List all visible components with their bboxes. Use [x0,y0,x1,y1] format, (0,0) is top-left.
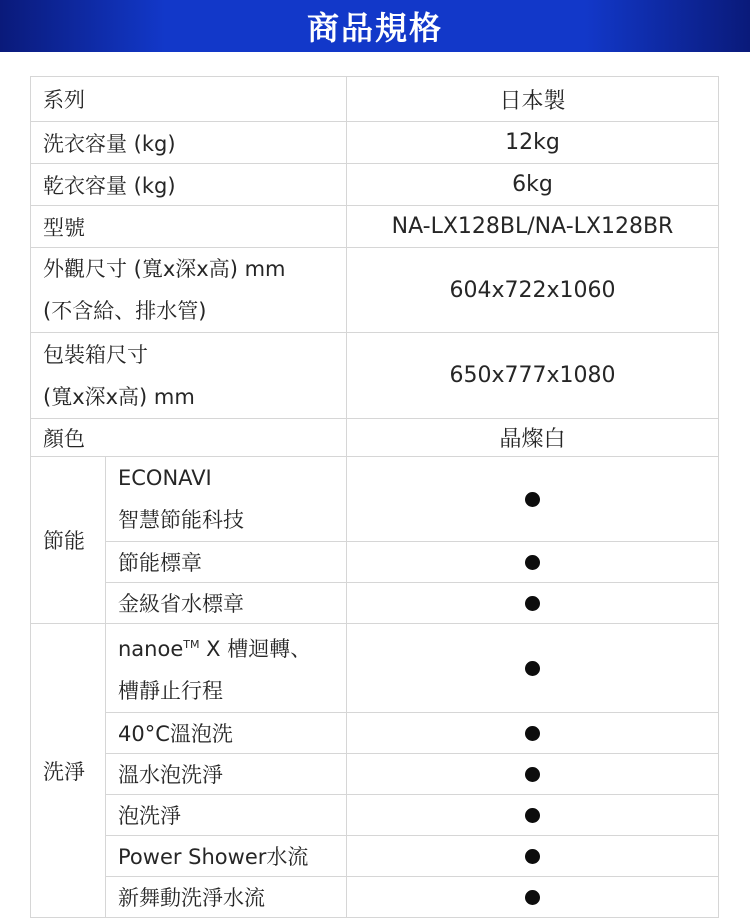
feature-warm-water-label: 溫水泡洗淨 [106,754,347,795]
feature-value [347,836,719,877]
check-dot-icon [525,767,540,782]
row-label-color: 顏色 [31,419,347,457]
check-dot-icon [525,492,540,507]
dimensions-label-line2: (不含給、排水管) [43,299,207,323]
table-row [31,206,719,248]
feature-water-label: 金級省水標章 [106,583,347,624]
row-label-series: 系列 [31,77,347,122]
row-value-wash-capacity: 12kg [347,122,719,164]
table-row [31,795,719,836]
feature-value [347,795,719,836]
check-dot-icon [525,849,540,864]
feature-value [347,457,719,542]
table-row [31,333,719,419]
feature-nanoe [106,624,347,713]
row-value-series: 日本製 [347,77,719,122]
feature-nanoe-line1 [118,624,346,670]
feature-value [347,583,719,624]
row-label-dimensions [31,248,347,333]
feature-value [347,877,719,918]
table-row [31,836,719,877]
table-row [31,624,719,713]
feature-power-shower-label: Power Shower水流 [106,836,347,877]
feature-value [347,713,719,754]
table-row [31,583,719,624]
check-dot-icon [525,661,540,676]
feature-nanoe-line2: 槽靜止行程 [118,679,223,703]
table-row [31,457,719,542]
table-row [31,419,719,457]
check-dot-icon [525,555,540,570]
feature-econavi [106,457,347,542]
category-energy: 節能 [31,457,106,624]
table-row [31,122,719,164]
table-row [31,77,719,122]
check-dot-icon [525,596,540,611]
row-value-model: NA-LX128BL/NA-LX128BR [347,206,719,248]
nanoe-suffix: X 槽迴轉、 [199,637,312,661]
package-label-line1: 包裝箱尺寸 [43,342,148,367]
header-banner [0,0,750,52]
table-row [31,248,719,333]
feature-econavi-line1: ECONAVI [118,466,212,490]
row-value-package: 650x777x1080 [347,333,719,419]
table-row [31,542,719,583]
feature-energy-label: 節能標章 [106,542,347,583]
feature-dance-flow-label: 新舞動洗淨水流 [106,877,347,918]
feature-value [347,754,719,795]
feature-value [347,542,719,583]
feature-econavi-line2: 智慧節能科技 [118,508,244,532]
check-dot-icon [525,808,540,823]
nanoe-prefix: nanoe [118,637,184,661]
row-label-model: 型號 [31,206,347,248]
trademark-mark: TM [183,638,200,651]
row-label-package [31,333,347,419]
table-row [31,713,719,754]
feature-value [347,624,719,713]
dimensions-label-line1: 外觀尺寸 (寬x深x高) mm [43,257,286,281]
row-value-dry-capacity: 6kg [347,164,719,206]
package-label-line2: (寬x深x高) mm [43,384,195,409]
row-value-dimensions: 604x722x1060 [347,248,719,333]
check-dot-icon [525,890,540,905]
table-row [31,877,719,918]
spec-table [30,76,719,918]
row-label-dry-capacity: 乾衣容量 (kg) [31,164,347,206]
row-value-color: 晶燦白 [347,419,719,457]
table-row [31,164,719,206]
table-row [31,754,719,795]
feature-foam-wash-label: 泡洗淨 [106,795,347,836]
category-wash: 洗淨 [31,624,106,918]
page-title: 商品規格 [306,9,443,47]
feature-40c-soak-label: 40°C溫泡洗 [106,713,347,754]
row-label-wash-capacity: 洗衣容量 (kg) [31,122,347,164]
check-dot-icon [525,726,540,741]
